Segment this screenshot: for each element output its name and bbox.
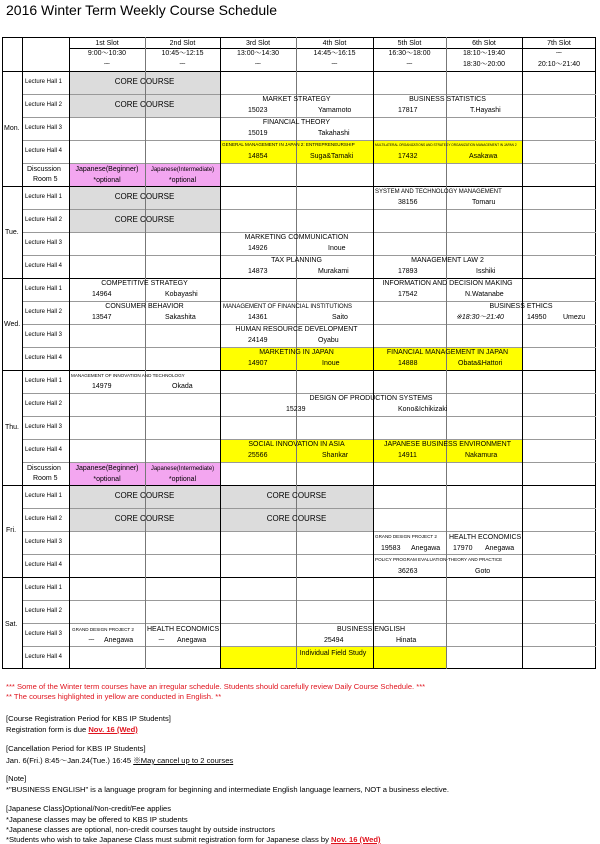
core-course-label: CORE COURSE xyxy=(114,77,175,86)
course-name: GRAND DESIGN PROJECT 2 xyxy=(72,627,134,632)
registration-deadline: Nov. 16 (Wed) xyxy=(88,725,138,734)
english-highlight-note: ** The courses highlighted in yellow are conducted in English. ** xyxy=(6,692,222,701)
course-name: SOCIAL INNOVATION IN ASIA xyxy=(248,441,345,448)
core-course-label: CORE COURSE xyxy=(114,100,175,109)
course-code: 25494 xyxy=(324,637,344,644)
course-teacher: Nakamura xyxy=(465,452,498,459)
course-code: 14907 xyxy=(248,360,268,367)
course-code: 25566 xyxy=(248,452,268,459)
room-label: Lecture Hall 1 xyxy=(25,378,63,384)
core-course-label: CORE COURSE xyxy=(266,514,327,523)
room-label: Lecture Hall 1 xyxy=(25,585,63,591)
course-code: 14979 xyxy=(92,383,112,390)
course-name: Individual Field Study xyxy=(299,650,367,657)
course-code: 14926 xyxy=(248,245,268,252)
japanese-class-note: *Japanese classes are optional, non-credit courses taught by outside instructors xyxy=(6,825,275,834)
room-label: Lecture Hall 2 xyxy=(25,217,63,223)
day-label: Tue. xyxy=(5,229,19,236)
room-label: Lecture Hall 3 xyxy=(25,332,63,338)
room-label: Lecture Hall 1 xyxy=(25,286,63,292)
course-name: MARKETING COMMUNICATION xyxy=(244,234,349,241)
course-code: 24149 xyxy=(248,337,268,344)
core-course-label: CORE COURSE xyxy=(114,192,175,201)
course-teacher: Inoue xyxy=(328,245,346,252)
course-code: 14950 xyxy=(527,314,547,321)
day-label: Thu. xyxy=(5,424,20,431)
room-label: Lecture Hall 4 xyxy=(25,654,63,660)
slot-time-2: ー xyxy=(103,61,111,68)
room-label: Lecture Hall 3 xyxy=(25,424,63,430)
slot-time: 13:00～14:30 xyxy=(236,50,280,57)
japanese-class-name: Japanese(Intermediate) xyxy=(150,466,215,472)
course-code: 36263 xyxy=(398,568,418,575)
room-label: Lecture Hall 3 xyxy=(25,240,63,246)
slot-header: 1st Slot xyxy=(95,40,119,47)
slot-time-2: ー xyxy=(406,61,413,68)
course-name: SYSTEM AND TECHNOLOGY MANAGEMENT xyxy=(375,189,502,195)
slot-header: 7th Slot xyxy=(547,40,571,47)
course-teacher: Inoue xyxy=(322,360,340,367)
course-name: POLICY PROGRAM EVALUATION-THEORY AND PRACTICE xyxy=(375,557,503,562)
slot-header: 6th Slot xyxy=(472,40,496,47)
course-code: ー xyxy=(88,637,95,644)
room-label: Room 5 xyxy=(33,176,58,183)
course-name: MANAGEMENT LAW 2 xyxy=(411,257,484,264)
course-name: HEALTH ECONOMICS xyxy=(147,626,220,633)
room-label: Room 5 xyxy=(33,475,58,482)
course-teacher: Takahashi xyxy=(318,130,350,137)
slot-time: 18:10～19:40 xyxy=(462,50,506,57)
room-label: Lecture Hall 4 xyxy=(25,263,63,269)
course-teacher: Yamamoto xyxy=(318,107,352,114)
course-name: GRAND DESIGN PROJECT 2 xyxy=(375,534,437,539)
irregular-schedule-warning: *** Some of the Winter term courses have an irregular schedule. Students should carefully review Daily Course Schedule. *** xyxy=(6,682,426,691)
registration-title: [Course Registration Period for KBS IP Students] xyxy=(6,714,171,723)
course-teacher: Anegawa xyxy=(411,545,441,552)
core-course-label: CORE COURSE xyxy=(114,491,175,500)
note-text: *"BUSINESS ENGLISH" is a language program for beginning and intermediate English language learners, NOT a business elective. xyxy=(6,785,449,794)
course-teacher: T.Hayashi xyxy=(470,107,501,114)
room-label: Lecture Hall 2 xyxy=(25,608,63,614)
course-teacher: N.Watanabe xyxy=(465,291,504,298)
course-teacher: Hinata xyxy=(396,637,417,644)
course-code: 17893 xyxy=(398,268,418,275)
room-label: Lecture Hall 2 xyxy=(25,401,63,407)
course-teacher: Umezu xyxy=(563,314,586,321)
course-name: MANAGEMENT OF FINANCIAL INSTITUTIONS xyxy=(223,304,353,310)
core-course-label: CORE COURSE xyxy=(266,491,327,500)
course-name: BUSINESS STATISTICS xyxy=(409,96,486,103)
course-name: HUMAN RESOURCE DEVELOPMENT xyxy=(235,326,358,333)
day-label: Sat. xyxy=(5,621,18,628)
room-label: Lecture Hall 3 xyxy=(25,539,63,545)
course-teacher: Goto xyxy=(475,568,491,575)
course-name: DESIGN OF PRODUCTION SYSTEMS xyxy=(309,395,433,402)
course-teacher: Okada xyxy=(172,383,193,390)
course-name: MULTILATERAL ORGANIZATIONS AND STRATEGY ORGANIZATION MANAGEMENT IN JAPAN 2 xyxy=(375,143,517,147)
course-name: FINANCIAL MANAGEMENT IN JAPAN xyxy=(386,349,509,356)
course-code: 14361 xyxy=(248,314,268,321)
slot-header: 3rd Slot xyxy=(245,40,271,47)
room-label: Lecture Hall 2 xyxy=(25,102,63,108)
course-teacher: Kono&Ichikizaki xyxy=(398,406,448,413)
japanese-class-title: [Japanese Class]Optional/Non-credit/Fee applies xyxy=(6,804,172,813)
course-code: 17970 xyxy=(453,545,473,552)
slot-time: 10:45～12:15 xyxy=(161,50,204,57)
day-label: Fri. xyxy=(6,527,17,534)
course-name: FINANCIAL THEORY xyxy=(262,119,331,126)
course-code: ー xyxy=(158,637,165,644)
slot-time: ー xyxy=(555,50,563,57)
course-code: 17432 xyxy=(398,153,418,160)
course-name: BUSINESS ENGLISH xyxy=(336,626,406,633)
room-label: Lecture Hall 4 xyxy=(25,355,63,361)
time-note: ※18:30～21:40 xyxy=(456,314,504,321)
course-name: BUSINESS ETHICS xyxy=(489,303,553,310)
optional-note: *optional xyxy=(93,476,121,483)
course-code: 14854 xyxy=(248,153,268,160)
course-code: 14911 xyxy=(398,452,417,459)
course-teacher: Anegawa xyxy=(104,637,134,644)
course-teacher: Asakawa xyxy=(469,153,498,160)
course-teacher: Kobayashi xyxy=(165,291,198,298)
course-teacher: Isshiki xyxy=(476,268,496,275)
room-label: Lecture Hall 1 xyxy=(25,493,63,499)
note-title: [Note] xyxy=(6,774,27,783)
room-label: Discussion xyxy=(27,465,61,472)
course-code: 14964 xyxy=(92,291,112,298)
slot-time-2: ー xyxy=(179,61,186,68)
slot-time: 9:00～10:30 xyxy=(87,50,127,57)
course-name: MARKET STRATEGY xyxy=(262,96,331,103)
room-label: Lecture Hall 1 xyxy=(25,79,63,85)
course-teacher: Murakami xyxy=(318,268,349,275)
japanese-class-note: *Japanese classes may be offered to KBS IP students xyxy=(6,815,188,824)
course-code: 38156 xyxy=(398,199,418,206)
room-label: Lecture Hall 3 xyxy=(25,631,63,637)
room-label: Lecture Hall 1 xyxy=(25,194,63,200)
course-code: 14888 xyxy=(398,360,418,367)
japanese-class-name: Japanese(Intermediate) xyxy=(150,167,215,173)
slot-time-2: 20:10～21:40 xyxy=(537,61,581,68)
course-teacher: Oyabu xyxy=(318,337,339,344)
slot-time-2: ー xyxy=(254,61,262,68)
course-teacher: Obata&Hattori xyxy=(458,360,503,367)
course-teacher: Saito xyxy=(332,314,348,321)
room-label: Lecture Hall 2 xyxy=(25,309,63,315)
room-label: Lecture Hall 4 xyxy=(25,447,63,453)
cancel-limit-note: ※May cancel up to 2 courses xyxy=(133,756,234,765)
course-name: GENERAL MANAGEMENT IN JAPAN 2: ENTREPRENEURSHIP xyxy=(222,142,355,147)
course-name: HEALTH ECONOMICS xyxy=(449,534,522,541)
course-code: 17817 xyxy=(398,107,418,114)
course-teacher: Shankar xyxy=(322,452,349,459)
course-code: 19583 xyxy=(381,545,401,552)
course-name: MANAGEMENT OF INNOVATION AND TECHNOLOGY xyxy=(71,373,185,378)
core-course-label: CORE COURSE xyxy=(114,215,175,224)
room-label: Lecture Hall 2 xyxy=(25,516,63,522)
slot-header: 4th Slot xyxy=(322,40,347,47)
cancellation-text: Jan. 6(Fri.) 8:45～Jan.24(Tue.) 16:45 ※May cancel up to 2 courses xyxy=(6,756,234,765)
optional-note: *optional xyxy=(168,476,197,483)
japanese-class-name: Japanese(Beginner) xyxy=(75,166,139,173)
course-code: 15239 xyxy=(286,406,306,413)
core-course-label: CORE COURSE xyxy=(114,514,175,523)
course-name: CONSUMER BEHAVIOR xyxy=(105,303,184,310)
day-label: Wed. xyxy=(4,321,21,328)
course-name: MARKETING IN JAPAN xyxy=(259,349,334,356)
japanese-class-name: Japanese(Beginner) xyxy=(75,465,139,472)
room-label: Discussion xyxy=(27,166,61,173)
room-label: Lecture Hall 4 xyxy=(25,562,63,568)
slot-header: 2nd Slot xyxy=(169,40,196,47)
course-name: JAPANESE BUSINESS ENVIRONMENT xyxy=(383,441,512,448)
page-title: 2016 Winter Term Weekly Course Schedule xyxy=(6,2,278,18)
slot-header: 5th Slot xyxy=(397,40,422,47)
room-label: Lecture Hall 4 xyxy=(25,148,63,154)
slot-time-2: ー xyxy=(331,61,338,68)
japanese-class-note: *Students who wish to take Japanese Class must submit registration form for Japanese class by Nov. 16 (Wed) xyxy=(6,835,381,844)
slot-time: 14:45～16:15 xyxy=(313,50,356,57)
optional-note: *optional xyxy=(93,177,121,184)
room-label: Lecture Hall 3 xyxy=(25,125,63,131)
course-name: TAX PLANNING xyxy=(271,257,322,264)
course-code: 15023 xyxy=(248,107,268,114)
course-name: INFORMATION AND DECISION MAKING xyxy=(382,280,513,287)
course-code: 17542 xyxy=(398,291,418,298)
slot-time: 16:30～18:00 xyxy=(388,50,431,57)
course-teacher: Sakashita xyxy=(165,314,196,321)
course-teacher: Suga&Tamaki xyxy=(310,153,354,160)
course-code: 15019 xyxy=(248,130,268,137)
course-teacher: Anegawa xyxy=(177,637,207,644)
course-code: 13547 xyxy=(92,314,112,321)
cancellation-title: [Cancellation Period for KBS IP Students] xyxy=(6,744,146,753)
course-name: COMPETITIVE STRATEGY xyxy=(101,280,188,287)
japanese-class-deadline: Nov. 16 (Wed) xyxy=(331,835,381,844)
course-code: 14873 xyxy=(248,268,268,275)
optional-note: *optional xyxy=(168,177,197,184)
course-teacher: Anegawa xyxy=(485,545,515,552)
registration-text: Registration form is due Nov. 16 (Wed) xyxy=(6,725,138,734)
day-label: Mon. xyxy=(4,125,20,132)
slot-time-2: 18:30～20:00 xyxy=(462,61,506,68)
course-teacher: Tomaru xyxy=(472,199,496,206)
